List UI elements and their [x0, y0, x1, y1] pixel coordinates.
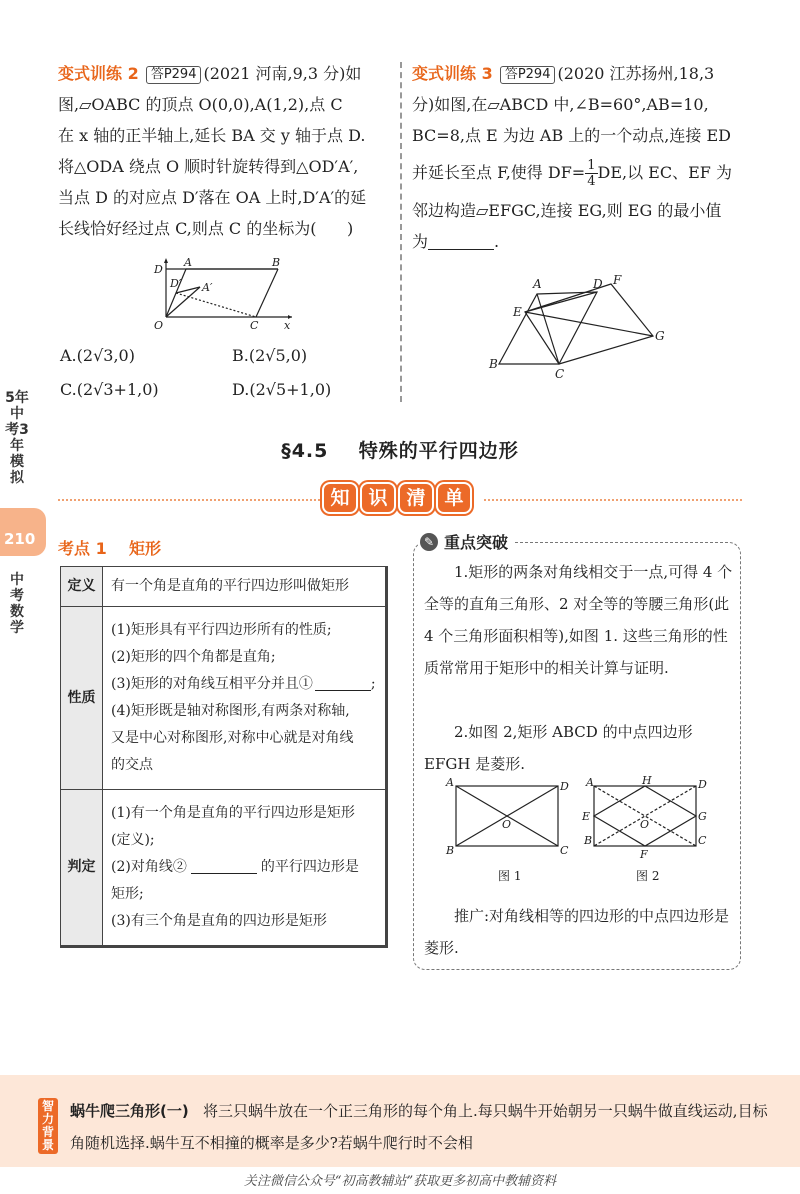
label-definition: 定义	[61, 567, 103, 607]
bottom-title: 蜗牛爬三角形(一)	[70, 1102, 189, 1120]
figure-1-caption: 图 1	[498, 869, 522, 883]
fig3-label-a: A	[533, 277, 542, 291]
fig3-label-f: F	[613, 273, 622, 287]
exercise-3-line-6: 为 .	[412, 232, 500, 251]
judgment-3: (3)有三个角是直角的四边形是矩形	[111, 913, 327, 929]
choice-b[interactable]: B.(2√5,0)	[232, 346, 308, 365]
bottom-label: 智力背景	[38, 1098, 58, 1154]
judgment-1a: (1)有一个角是直角的平行四边形是矩形	[111, 805, 355, 821]
property-2: (2)矩形的四个角都是直角;	[111, 649, 276, 665]
exercise-3-figure	[485, 272, 675, 382]
property-3-line: (3)矩形的对角线互相平分并且① ;	[111, 676, 376, 692]
table-row-judgment	[61, 790, 387, 947]
banner-char-1: 知	[322, 482, 358, 514]
properties-cell	[103, 607, 387, 790]
exercise-2-text-2: 图,▱OABC 的顶点 O(0,0),A(1,2),点 C	[58, 95, 343, 114]
definition-text: 有一个角是直角的平行四边形叫做矩形	[103, 567, 387, 607]
figure-2	[580, 776, 710, 886]
exercise-3-text-6: 为	[412, 232, 429, 251]
figure-2-caption: 图 2	[636, 869, 660, 883]
judgment-cell	[103, 790, 387, 947]
page-number: 210	[4, 530, 36, 548]
label-properties: 性质	[61, 607, 103, 790]
footer-notice: 关注微信公众号“初高教辅站”获取更多初高中教辅资料	[243, 1174, 557, 1189]
judgment-2-line	[111, 854, 377, 881]
exercise-2-text-4: 将△ODA 绕点 O 顺时针旋转得到△OD′A′,	[58, 157, 359, 176]
subject-title-text: 中考数学	[10, 572, 24, 636]
banner-dotline-right	[484, 499, 742, 501]
key-point-3: 推广:对角线相等的四边形的中点四边形是菱形.	[424, 907, 730, 957]
banner-char-2: 识	[360, 482, 396, 514]
property-1: (1)矩形具有平行四边形所有的性质;	[111, 622, 332, 638]
banner-dotline-left	[58, 499, 320, 501]
fig2-label-e: E	[582, 810, 591, 823]
fig2-label-f: F	[640, 848, 648, 861]
exercise-3-text-2: 分)如图,在▱ABCD 中,∠B=60°,AB=10,	[412, 95, 709, 114]
fig-label-x: x	[284, 319, 291, 332]
point-1-title: 考点 1 矩形	[58, 539, 161, 558]
choice-d[interactable]: D.(2√5+1,0)	[232, 380, 332, 399]
fig-label-c: C	[250, 319, 259, 332]
label-judgment: 判定	[61, 790, 103, 947]
exercise-2-text-6: 长线恰好经过点 C,则点 C 的坐标为( )	[58, 219, 354, 238]
exercise-3-text-1: (2020 江苏扬州,18,3	[557, 64, 715, 83]
answer-blank-2[interactable]	[191, 873, 257, 874]
exercise-3-answer-ref[interactable]: 答P294	[500, 66, 556, 84]
judgment-2b: 的平行四边形是	[260, 859, 359, 875]
fig-label-o: O	[154, 319, 164, 332]
segment-bc	[256, 269, 278, 317]
fig2-label-g: G	[698, 810, 707, 823]
fraction-denominator: 4	[587, 174, 596, 189]
judgment-2c: 矩形;	[111, 886, 144, 902]
key-point-1: 1.矩形的两条对角线相交于一点,可得 4 个全等的直角三角形、2 对全等的等腰三角形(此 4 个三角形面积相等),如图 1. 这些三角形的性质常常用于矩形中的相关计算与证明.	[424, 563, 733, 677]
banner-char-4: 单	[436, 482, 472, 514]
figure-1	[442, 776, 572, 886]
property-4c: 的交点	[111, 757, 153, 773]
fig2-label-b: B	[584, 834, 593, 847]
fig2-label-c: C	[698, 834, 707, 847]
judgment-1b: (定义);	[111, 832, 155, 848]
choice-a[interactable]: A.(2√3,0)	[60, 346, 135, 365]
fig2-label-h: H	[642, 776, 652, 787]
exercise-2-text-3: 在 x 轴的正半轴上,延长 BA 交 y 轴于点 D.	[58, 126, 366, 145]
fig1-label-b: B	[446, 844, 455, 857]
exercise-2	[58, 58, 388, 244]
answer-blank-1[interactable]	[315, 690, 371, 691]
fig2-label-d: D	[698, 778, 707, 791]
fig-label-b: B	[272, 256, 281, 269]
exercise-3-text-4a: 并延长至点 F,使得 DF=	[412, 163, 586, 182]
fig3-label-d: D	[593, 277, 603, 291]
subject-title	[4, 572, 30, 636]
exercise-3-text-4b: DE,以 EC、EF 为	[597, 163, 732, 182]
exercise-2-figure	[150, 255, 300, 335]
table-row-definition	[61, 567, 387, 607]
exercise-2-text-1: (2021 河南,9,3 分)如	[203, 64, 362, 83]
exercise-2-line-1	[58, 58, 388, 89]
fig1-label-a: A	[446, 776, 454, 789]
bottom-text	[70, 1095, 770, 1159]
exercise-3	[412, 58, 752, 257]
property-4a: (4)矩形既是轴对称图形,有两条对称轴,	[111, 703, 350, 719]
fig1-label-c: C	[560, 844, 569, 857]
exercise-3-line-1	[412, 58, 752, 89]
choice-c[interactable]: C.(2√3+1,0)	[60, 380, 159, 399]
fraction-numerator: 1	[587, 158, 596, 173]
exercise-2-answer-ref[interactable]: 答P294	[146, 66, 202, 84]
bottom-body: 将三只蜗牛放在一个正三角形的每个角上.每只蜗牛开始朝另一只蜗牛做直线运动,目标角随机选择.蜗牛互不相撞的概率是多少?若蜗牛爬行时不会相	[70, 1102, 768, 1152]
fig3-label-c: C	[555, 367, 565, 381]
fig2-label-o: O	[640, 818, 650, 831]
answer-blank-ex3[interactable]	[428, 249, 494, 250]
fig-label-a: A	[184, 256, 192, 269]
banner-char-3: 清	[398, 482, 434, 514]
exercise-2-text-5: 当点 D 的对应点 D′落在 OA 上时,D′A′的延	[58, 188, 367, 207]
key-points-heading-text: 重点突破	[444, 533, 509, 552]
section-title: §4.5 特殊的平行四边形	[281, 440, 519, 462]
dashed-extension	[176, 293, 256, 317]
judgment-2a: (2)对角线②	[111, 859, 187, 875]
fig-label-aprime: A′	[202, 281, 213, 294]
column-divider	[400, 62, 402, 402]
property-3: (3)矩形的对角线互相平分并且①	[111, 676, 313, 692]
table-row-properties	[61, 607, 387, 790]
series-title-text: 5年中考3年模拟	[5, 390, 29, 486]
key-point-2: 2.如图 2,矩形 ABCD 的中点四边形 EFGH 是菱形.	[424, 723, 693, 773]
exercise-3-text-5: 邻边构造▱EFGC,连接 EG,则 EG 的最小值	[412, 201, 722, 220]
pencil-icon: ✎	[420, 533, 438, 551]
knowledge-list-banner	[322, 482, 472, 514]
fig2-label-a: A	[586, 776, 594, 789]
property-4b: 又是中心对称图形,对称中心就是对角线	[111, 730, 354, 746]
exercise-2-title: 变式训练 2	[58, 64, 139, 83]
exercise-3-title: 变式训练 3	[412, 64, 493, 83]
fig3-label-g: G	[655, 329, 665, 343]
fig3-label-b: B	[489, 357, 498, 371]
fig3-label-e: E	[513, 305, 522, 319]
fig1-label-d: D	[560, 780, 569, 793]
fig-label-dprime: D′	[170, 277, 182, 290]
fig1-label-o: O	[502, 818, 512, 831]
fraction	[585, 158, 597, 189]
exercise-3-text-3: BC=8,点 E 为边 AB 上的一个动点,连接 ED	[412, 126, 731, 145]
fig-label-d: D	[154, 263, 163, 276]
key-points-heading	[418, 530, 514, 553]
exercise-3-line-4	[412, 151, 752, 195]
rectangle-table	[60, 566, 388, 948]
